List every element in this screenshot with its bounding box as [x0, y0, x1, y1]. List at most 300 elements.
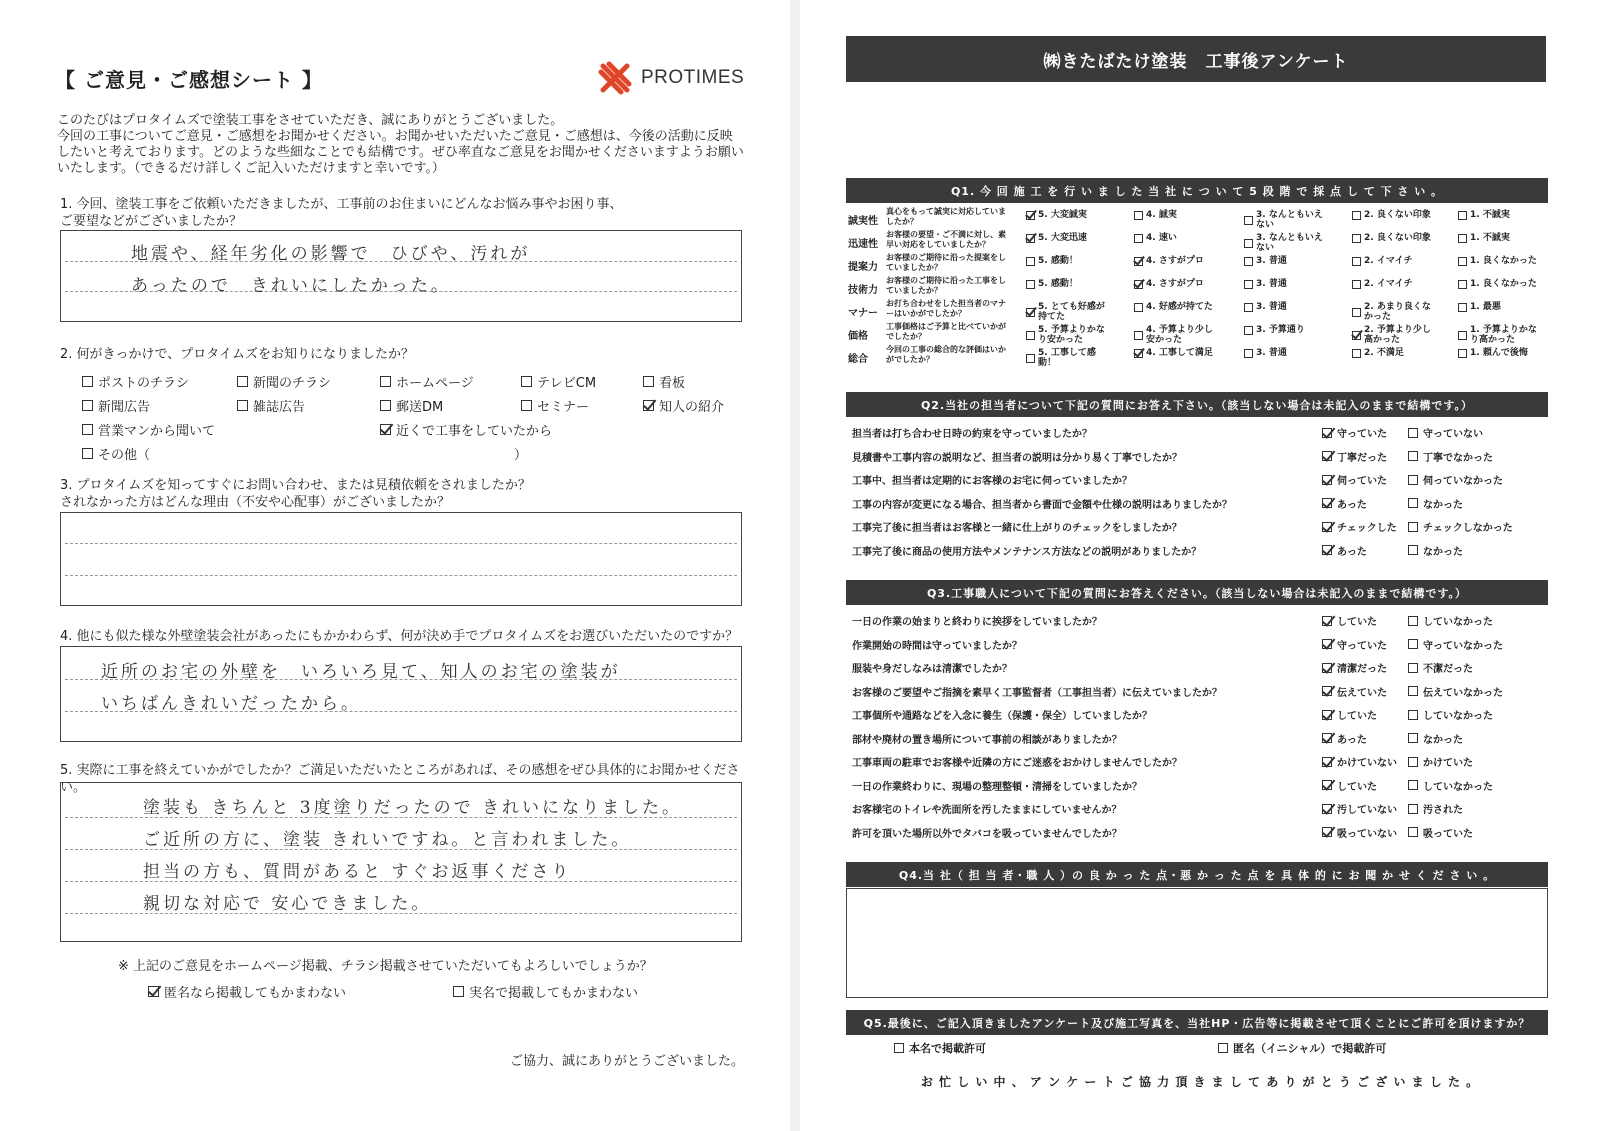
checkbox-checked[interactable]	[1322, 451, 1332, 461]
q2-question-row	[846, 420, 1548, 442]
q1-option-label: 1. 最悪	[1470, 302, 1501, 312]
q2-option[interactable]	[521, 396, 589, 415]
answer-no[interactable]	[1408, 754, 1473, 769]
answer-no-label: していなかった	[1423, 617, 1493, 628]
checkbox[interactable]	[1244, 349, 1253, 358]
q2-option[interactable]	[237, 372, 331, 391]
checkbox[interactable]	[1352, 211, 1361, 220]
q1-option[interactable]	[1244, 233, 1324, 253]
checkbox[interactable]	[237, 376, 248, 387]
q1-question: お客様の要望・ご不満に対し、素早い対応をしていましたか？	[886, 230, 1006, 249]
q3-question-row	[846, 749, 1548, 771]
answer-yes-label: していた	[1337, 617, 1377, 628]
q1-option-label: 3. なんともいえない	[1256, 210, 1323, 230]
answer-no-label: 汚された	[1423, 805, 1463, 816]
q1-option[interactable]	[1026, 279, 1078, 289]
checkbox[interactable]	[1408, 710, 1418, 720]
q1-option-label: 5. 大変迅速	[1038, 233, 1087, 243]
checkbox[interactable]	[1352, 280, 1361, 289]
checkbox-checked[interactable]	[1026, 308, 1035, 317]
answer-no-label: なかった	[1423, 734, 1463, 746]
answer-no[interactable]	[1408, 660, 1473, 675]
question-text: お客様のご要望やご指摘を素早く工事監督者（工事担当者）に伝えていましたか？	[852, 687, 1222, 699]
answer-yes-label: あった	[1337, 546, 1367, 558]
checkbox[interactable]	[1408, 780, 1418, 790]
checkbox-checked[interactable]	[380, 424, 391, 435]
q3-question-row	[846, 655, 1548, 677]
survey-page	[800, 0, 1600, 1131]
checkbox[interactable]	[1352, 257, 1361, 266]
checkbox[interactable]	[380, 376, 391, 387]
checkbox-checked[interactable]	[1322, 639, 1332, 649]
checkbox[interactable]	[1134, 234, 1143, 243]
checkbox[interactable]	[1026, 331, 1035, 340]
q1-option[interactable]	[1134, 210, 1177, 220]
intro-line: このたびはプロタイムズで塗装工事をさせていただき、誠にありがとうございました。	[57, 113, 564, 128]
answer-no-label: なかった	[1423, 546, 1463, 558]
publish-anon-label: 匿名なら掲載してもかまわない	[164, 986, 347, 1001]
checkbox[interactable]	[521, 400, 532, 411]
answer-5-line: 担当の方も、質問があると すぐお返事くださり	[143, 862, 572, 882]
checkbox[interactable]	[1408, 522, 1418, 532]
q1-option[interactable]	[1352, 233, 1431, 243]
q1-option-label: 2. 不満足	[1364, 348, 1404, 358]
q2-question-row	[846, 491, 1548, 513]
answer-yes-label: していた	[1337, 711, 1377, 722]
question-text: 工事個所や通路などを入念に養生（保護・保全）していましたか？	[852, 711, 1152, 722]
checkbox-checked[interactable]	[1322, 686, 1332, 696]
checkbox[interactable]	[1408, 545, 1418, 555]
q1-option-label: 5. 予算よりかなり安かった	[1038, 325, 1105, 345]
answer-no[interactable]	[1408, 801, 1463, 816]
q1-option[interactable]	[1244, 210, 1324, 230]
checkbox[interactable]	[1026, 257, 1035, 266]
checkbox[interactable]	[1408, 428, 1418, 438]
checkbox[interactable]	[82, 448, 93, 459]
q1-option[interactable]	[1458, 348, 1528, 358]
q1-option[interactable]	[1458, 210, 1510, 220]
checkbox[interactable]	[1458, 234, 1467, 243]
checkbox[interactable]	[1458, 211, 1467, 220]
q2-option-label: 新聞広告	[98, 400, 151, 415]
q2-option[interactable]	[380, 420, 552, 439]
checkbox-checked[interactable]	[1322, 522, 1332, 532]
q1-option-label: 2. 良くない印象	[1364, 233, 1431, 243]
checkbox[interactable]	[1244, 303, 1253, 312]
q5-option-initial[interactable]	[1218, 1040, 1386, 1056]
q2-option-label: ホームページ	[396, 376, 474, 391]
answer-no[interactable]	[1408, 425, 1483, 440]
checkbox[interactable]	[82, 376, 93, 387]
q3-question-row	[846, 773, 1548, 795]
question-text: 担当者は打ち合わせ日時の約束を守っていましたか？	[852, 429, 1092, 440]
q2-option[interactable]	[380, 372, 474, 391]
answer-no[interactable]	[1408, 496, 1463, 511]
answer-yes-label: あった	[1337, 499, 1367, 511]
q1-category: 技術力	[848, 285, 878, 296]
question-5: 5. 実際に工事を終えていかがでしたか？ご満足いただいたところがあれば、その感想をぜひ具体的にお聞かせください。	[60, 763, 740, 795]
q2-option[interactable]	[82, 420, 215, 439]
survey-banner: ㈱きたばたけ塗装 工事後アンケート	[846, 36, 1546, 82]
answer-no[interactable]	[1408, 472, 1503, 487]
checkbox[interactable]	[1134, 211, 1143, 220]
checkbox[interactable]	[1408, 804, 1418, 814]
q1-option[interactable]	[1352, 348, 1404, 358]
checkbox[interactable]	[1244, 257, 1253, 266]
answer-yes-label: 丁寧だった	[1337, 452, 1387, 464]
q2-option-label: 近くで工事をしていたから	[396, 424, 553, 439]
checkbox[interactable]	[453, 986, 464, 997]
answer-no[interactable]	[1408, 825, 1473, 840]
checkbox[interactable]	[82, 400, 93, 411]
question-text: 工事完了後に商品の使用方法やメンテナンス方法などの説明がありましたか？	[852, 546, 1202, 558]
q1-option-label: 3. 普通	[1256, 302, 1287, 312]
checkbox[interactable]	[1408, 475, 1418, 485]
intro-line: したいと考えております。どのような些細なことでも結構です。ぜひ率直なご意見をお聞かせくださいますようお願い	[57, 145, 744, 160]
answer-3-box[interactable]	[60, 512, 742, 606]
q1-option-label: 5. 大変誠実	[1038, 210, 1087, 220]
answer-4-box[interactable]	[60, 646, 742, 742]
question-text: 工事車両の駐車でお客様や近隣の方にご迷惑をおかけしませんでしたか？	[852, 758, 1182, 769]
answer-no-label: なかった	[1423, 499, 1463, 511]
answer-no-label: 丁寧でなかった	[1423, 452, 1493, 464]
answer-yes-label: 伝えていた	[1337, 687, 1387, 699]
checkbox[interactable]	[1244, 239, 1253, 248]
q1-question: 真心をもって誠実に対応していましたか？	[886, 207, 1006, 226]
checkbox[interactable]	[1408, 663, 1418, 673]
checkbox-checked[interactable]	[1026, 211, 1035, 220]
q1-option[interactable]	[1458, 302, 1501, 312]
q2-option-label: その他（	[98, 448, 151, 463]
checkbox[interactable]	[1458, 349, 1467, 358]
answer-no-label: 守っていない	[1423, 429, 1483, 440]
checkbox[interactable]	[1408, 733, 1418, 743]
checkbox[interactable]	[1408, 827, 1418, 837]
q5-option-real[interactable]	[894, 1040, 986, 1056]
answer-yes[interactable]	[1322, 543, 1367, 558]
q1-question: 今回の工事の総合的な評価はいかがでしたか？	[886, 345, 1006, 364]
q1-option[interactable]	[1134, 256, 1204, 266]
intro-line: いたします。（できるだけ詳しくご記入いただけますと幸いです。）	[57, 161, 445, 176]
q1-option[interactable]	[1352, 302, 1432, 322]
answer-yes-label: していた	[1337, 781, 1377, 793]
question-text: 工事の内容が変更になる場合、担当者から書面で金額や仕様の説明はありましたか？	[852, 499, 1232, 511]
q1-option[interactable]	[1244, 256, 1287, 266]
q1-option-label: 3. なんともいえない	[1256, 233, 1323, 253]
checkbox[interactable]	[894, 1043, 904, 1053]
checkbox[interactable]	[1458, 280, 1467, 289]
answer-no[interactable]	[1408, 707, 1493, 722]
q2-question-row	[846, 467, 1548, 489]
checkbox-checked[interactable]	[1322, 475, 1332, 485]
checkbox[interactable]	[1134, 331, 1143, 340]
checkbox[interactable]	[1458, 303, 1467, 312]
q1-category: マナー	[848, 308, 878, 319]
answer-yes-label: 伺っていた	[1337, 476, 1387, 487]
checkbox-checked[interactable]	[1322, 545, 1332, 555]
q1-option[interactable]	[1134, 348, 1213, 358]
answer-no-label: 不潔だった	[1423, 664, 1473, 675]
checkbox-checked[interactable]	[1322, 733, 1332, 743]
question-text: 工事中、担当者は定期的にお客様のお宅に伺っていましたか？	[852, 476, 1132, 487]
answer-no[interactable]	[1408, 519, 1513, 534]
q1-option[interactable]	[1134, 279, 1204, 289]
protimes-logo	[595, 58, 744, 98]
q1-option[interactable]	[1244, 279, 1287, 289]
q3-question-row	[846, 632, 1548, 654]
answer-1-line: 地震や、経年劣化の影響で ひびや、汚れが	[131, 244, 531, 264]
logo-text: PROTIMES	[641, 67, 745, 88]
answer-yes[interactable]	[1322, 801, 1397, 816]
answer-yes[interactable]	[1322, 825, 1397, 840]
q1-option[interactable]	[1134, 233, 1177, 243]
checkbox-checked[interactable]	[1322, 757, 1332, 767]
q1-option[interactable]	[1458, 279, 1537, 289]
checkbox-checked[interactable]	[148, 986, 159, 997]
ruled-line	[65, 575, 737, 576]
q1-option-label: 3. 普通	[1256, 279, 1287, 289]
question-text: 一日の作業終わりに、現場の整理整頓・清掃をしていましたか？	[852, 781, 1142, 793]
q2-option-label: 営業マンから聞いて	[98, 424, 216, 439]
answer-no[interactable]	[1408, 543, 1463, 558]
q1-rating-row	[846, 321, 1548, 344]
checkbox[interactable]	[82, 424, 93, 435]
q2-option-label: セミナー	[537, 400, 590, 415]
q2-option[interactable]	[643, 372, 685, 391]
publish-real-option[interactable]	[453, 982, 638, 1001]
answer-yes[interactable]	[1322, 707, 1377, 722]
q1-option[interactable]	[1244, 302, 1287, 312]
intro-line: 今回の工事についてご意見・ご感想をお聞かせください。お聞かせいただいたご意見・ご感想は、今後の活動に反映	[57, 129, 733, 144]
answer-yes[interactable]	[1322, 660, 1387, 675]
checkbox[interactable]	[1244, 326, 1253, 335]
answer-no[interactable]	[1408, 613, 1493, 628]
answer-yes[interactable]	[1322, 496, 1367, 511]
checkbox-checked[interactable]	[1134, 257, 1143, 266]
thanks-text: ご協力、誠にありがとうございました。	[510, 1054, 745, 1069]
q1-rating-row	[846, 252, 1548, 275]
q3-question-row	[846, 796, 1548, 818]
question-text: 工事完了後に担当者はお客様と一緒に仕上がりのチェックをしましたか？	[852, 523, 1182, 534]
checkbox[interactable]	[380, 400, 391, 411]
checkbox-checked[interactable]	[1134, 280, 1143, 289]
q2-option[interactable]	[237, 396, 305, 415]
checkbox-checked[interactable]	[1026, 234, 1035, 243]
q1-option-label: 2. イマイチ	[1364, 256, 1413, 266]
answer-yes[interactable]	[1322, 613, 1377, 628]
answer-yes[interactable]	[1322, 684, 1387, 699]
q1-option-label: 5. 感動！	[1038, 279, 1078, 289]
q1-question: 工事価格はご予算と比べていかがでしたか？	[886, 322, 1006, 341]
q1-option[interactable]	[1352, 279, 1413, 289]
checkbox[interactable]	[1218, 1043, 1228, 1053]
checkbox-checked[interactable]	[1322, 710, 1332, 720]
q1-option[interactable]	[1352, 325, 1432, 345]
answer-yes-label: 守っていた	[1337, 429, 1387, 440]
q2-option[interactable]	[380, 396, 443, 415]
intro-text	[57, 113, 747, 177]
checkbox[interactable]	[1408, 498, 1418, 508]
checkbox[interactable]	[1026, 280, 1035, 289]
q1-option-label: 2. イマイチ	[1364, 279, 1413, 289]
checkbox-checked[interactable]	[1322, 498, 1332, 508]
answer-no[interactable]	[1408, 449, 1493, 464]
checkbox-checked[interactable]	[1322, 827, 1332, 837]
q1-option[interactable]	[1244, 348, 1287, 358]
q1-option[interactable]	[1458, 325, 1538, 345]
checkbox[interactable]	[1244, 216, 1253, 225]
q2-option-label: 郵送DM	[396, 400, 444, 415]
q1-option[interactable]	[1458, 233, 1510, 243]
survey-thanks: お 忙 し い 中 、 ア ン ケ ー ト ご 協 力 頂 き ま し て あ り が と う ご ざ い ま し た 。	[920, 1075, 1480, 1089]
q1-rating-row	[846, 344, 1548, 367]
q1-option-label: 5. 感動！	[1038, 256, 1078, 266]
checkbox-checked[interactable]	[643, 400, 654, 411]
answer-yes[interactable]	[1322, 778, 1377, 793]
answer-yes-label: 清潔だった	[1337, 664, 1387, 675]
question-text: お客様宅のトイレや洗面所を汚したままにしていませんか？	[852, 805, 1122, 816]
answer-yes[interactable]	[1322, 519, 1397, 534]
checkbox[interactable]	[1408, 757, 1418, 767]
checkbox-checked[interactable]	[1322, 616, 1332, 626]
checkbox-checked[interactable]	[1322, 663, 1332, 673]
answer-1-box[interactable]	[60, 230, 742, 322]
checkbox[interactable]	[1458, 257, 1467, 266]
checkbox[interactable]	[521, 376, 532, 387]
answer-yes[interactable]	[1322, 425, 1387, 440]
checkbox[interactable]	[1408, 639, 1418, 649]
q1-rating-row	[846, 298, 1548, 321]
answer-yes-label: 吸っていない	[1337, 828, 1397, 840]
q3-question-row	[846, 820, 1548, 842]
answer-yes[interactable]	[1322, 472, 1387, 487]
checkbox[interactable]	[1026, 354, 1035, 363]
q1-option[interactable]	[1458, 256, 1537, 266]
q1-option-label: 1. 不誠実	[1470, 210, 1510, 220]
q1-option-label: 4. 速い	[1146, 233, 1177, 243]
q1-category: 総合	[848, 354, 868, 365]
question-text: 一日の作業の始まりと終わりに挨拶をしていましたか？	[852, 617, 1102, 628]
q1-option-label: 1. 予算よりかなり高かった	[1470, 325, 1537, 345]
answer-1-line: あったので きれいにしたかった。	[131, 276, 451, 296]
checkbox[interactable]	[643, 376, 654, 387]
q1-option[interactable]	[1026, 210, 1087, 220]
checkbox[interactable]	[1352, 349, 1361, 358]
q1-option-label: 3. 普通	[1256, 256, 1287, 266]
answer-yes-label: かけていない	[1337, 758, 1397, 769]
answer-yes[interactable]	[1322, 754, 1397, 769]
question-text: 服装や身だしなみは清潔でしたか？	[852, 664, 1012, 675]
q1-option-label: 4. 誠実	[1146, 210, 1177, 220]
answer-no[interactable]	[1408, 731, 1463, 746]
q1-question: お客様のご期待に沿った工事をしていましたか？	[886, 276, 1006, 295]
checkbox-checked[interactable]	[1322, 428, 1332, 438]
q1-option[interactable]	[1026, 233, 1087, 243]
q1-option[interactable]	[1026, 325, 1106, 345]
publish-note: ※ 上記のご意見をホームページ掲載、チラシ掲載させていただいてもよろしいでしょうか？	[118, 959, 653, 974]
q1-option[interactable]	[1026, 348, 1106, 368]
q1-category: 迅速性	[848, 239, 878, 250]
q2-option[interactable]	[82, 396, 150, 415]
q4-answer-box[interactable]	[846, 888, 1548, 998]
q1-option[interactable]	[1134, 325, 1214, 345]
q1-category: 誠実性	[848, 216, 878, 227]
q2-option[interactable]	[82, 372, 189, 391]
page-gutter	[790, 0, 800, 1131]
q1-rating-row	[846, 275, 1548, 298]
answer-no-label: 吸っていた	[1423, 828, 1473, 840]
answer-no-label: チェックしなかった	[1423, 523, 1513, 534]
checkbox-checked[interactable]	[1134, 349, 1143, 358]
checkbox[interactable]	[1408, 451, 1418, 461]
question-2: 2. 何がきっかけで、プロタイムズをお知りになりましたか？	[60, 347, 415, 362]
answer-yes[interactable]	[1322, 449, 1387, 464]
q1-option[interactable]	[1026, 256, 1078, 266]
publish-anon-option[interactable]	[148, 982, 346, 1001]
answer-4-line: いちばんきれいだったから。	[101, 694, 361, 714]
q2-other-close: ）	[514, 448, 528, 463]
checkbox-checked[interactable]	[1352, 331, 1361, 340]
q1-option-label: 3. 普通	[1256, 348, 1287, 358]
q2-option-label: ポストのチラシ	[98, 376, 190, 391]
checkbox[interactable]	[1352, 234, 1361, 243]
answer-no[interactable]	[1408, 637, 1503, 652]
checkbox[interactable]	[237, 400, 248, 411]
checkbox[interactable]	[1408, 686, 1418, 696]
answer-no-label: していなかった	[1423, 711, 1493, 722]
q1-option[interactable]	[1026, 302, 1106, 322]
q1-option[interactable]	[1352, 210, 1431, 220]
checkbox[interactable]	[1134, 303, 1143, 312]
checkbox-checked[interactable]	[1322, 804, 1332, 814]
q3-question-row	[846, 702, 1548, 724]
q1-option-label: 4. 好感が持てた	[1146, 302, 1213, 312]
checkbox-checked[interactable]	[1322, 780, 1332, 790]
answer-yes-label: 守っていた	[1337, 640, 1387, 652]
checkbox[interactable]	[1458, 331, 1467, 340]
answer-no[interactable]	[1408, 684, 1503, 699]
checkbox[interactable]	[1408, 616, 1418, 626]
answer-no-label: かけていた	[1423, 758, 1473, 769]
answer-4-line: 近所のお宅の外壁を いろいろ見て、知人のお宅の塗装が	[101, 662, 621, 682]
q4-header: Q4.当 社（ 担 当 者・職 人 ）の 良 か っ た 点・悪 か っ た 点 を 具 体 的 に お 聞 か せ く だ さ い 。	[846, 862, 1548, 887]
answer-yes[interactable]	[1322, 637, 1387, 652]
q2-question-row	[846, 538, 1548, 560]
question-text: 許可を頂いた場所以外でタバコを吸っていませんでしたか？	[852, 828, 1122, 840]
answer-5-box[interactable]	[60, 782, 742, 942]
question-3: 3. プロタイムズを知ってすぐにお問い合わせ、または見積依頼をされましたか？ されなかった方はどんな理由（不安や心配事）がございましたか？	[60, 478, 531, 510]
q1-option-label: 1. 良くなかった	[1470, 279, 1537, 289]
protimes-logo-icon	[595, 58, 635, 98]
q1-option[interactable]	[1244, 325, 1305, 335]
q2-option[interactable]	[521, 372, 596, 391]
q1-option[interactable]	[1352, 256, 1413, 266]
q1-question: お客様のご期待に沿った提案をしていましたか？	[886, 253, 1006, 272]
q1-option[interactable]	[1134, 302, 1213, 312]
answer-5-line: 塗装も きちんと 3度塗りだったので きれいになりました。	[143, 798, 683, 818]
answer-yes[interactable]	[1322, 731, 1367, 746]
answer-yes-label: チェックした	[1337, 523, 1397, 534]
checkbox[interactable]	[1352, 308, 1361, 317]
answer-no[interactable]	[1408, 778, 1493, 793]
q2-option[interactable]	[82, 444, 150, 463]
checkbox[interactable]	[1244, 280, 1253, 289]
q2-option[interactable]	[643, 396, 724, 415]
q1-option-label: 4. 工事して満足	[1146, 348, 1213, 358]
q2-question-row	[846, 444, 1548, 466]
q2-option-label: 看板	[659, 376, 686, 391]
q1-option-label: 1. 良くなかった	[1470, 256, 1537, 266]
